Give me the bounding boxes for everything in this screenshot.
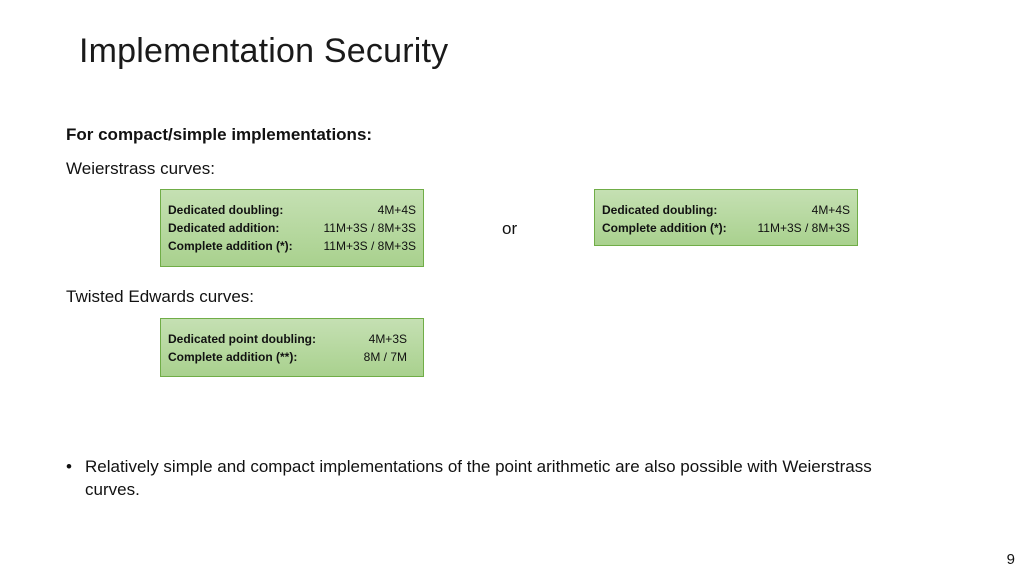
operation-cost: 4M+3S (368, 332, 407, 346)
bullet-point (66, 455, 916, 501)
bullet-marker: • (66, 457, 72, 476)
subheading: For compact/simple implementations: (66, 125, 373, 144)
cost-row (602, 201, 850, 219)
cost-row (168, 348, 407, 366)
operation-cost: 4M+4S (811, 203, 850, 217)
operation-label: Complete addition (*): (168, 239, 293, 253)
bullet-text: Relatively simple and compact implementations of the point arithmetic are also possible with Weierstrass curves. (85, 457, 872, 499)
weierstrass-label: Weierstrass curves: (66, 159, 215, 178)
operation-label: Dedicated addition: (168, 221, 280, 235)
operation-label: Complete addition (*): (602, 221, 727, 235)
slide-title: Implementation Security (79, 32, 449, 70)
operation-cost: 8M / 7M (363, 350, 407, 364)
cost-row (602, 219, 850, 237)
cost-row (168, 237, 416, 255)
weierstrass-cost-box-1 (160, 189, 424, 267)
cost-row (168, 330, 407, 348)
operation-label: Dedicated point doubling: (168, 332, 316, 346)
operation-cost: 11M+3S / 8M+3S (323, 239, 416, 253)
operation-label: Dedicated doubling: (168, 203, 284, 217)
cost-row (168, 219, 416, 237)
page-number: 9 (1006, 551, 1015, 568)
edwards-label: Twisted Edwards curves: (66, 287, 255, 306)
operation-cost: 11M+3S / 8M+3S (323, 221, 416, 235)
operation-cost: 11M+3S / 8M+3S (757, 221, 850, 235)
edwards-cost-box (160, 318, 424, 377)
operation-cost: 4M+4S (377, 203, 416, 217)
or-text: or (502, 219, 518, 238)
operation-label: Dedicated doubling: (602, 203, 718, 217)
weierstrass-cost-box-2 (594, 189, 858, 246)
operation-label: Complete addition (**): (168, 350, 298, 364)
cost-row (168, 201, 416, 219)
